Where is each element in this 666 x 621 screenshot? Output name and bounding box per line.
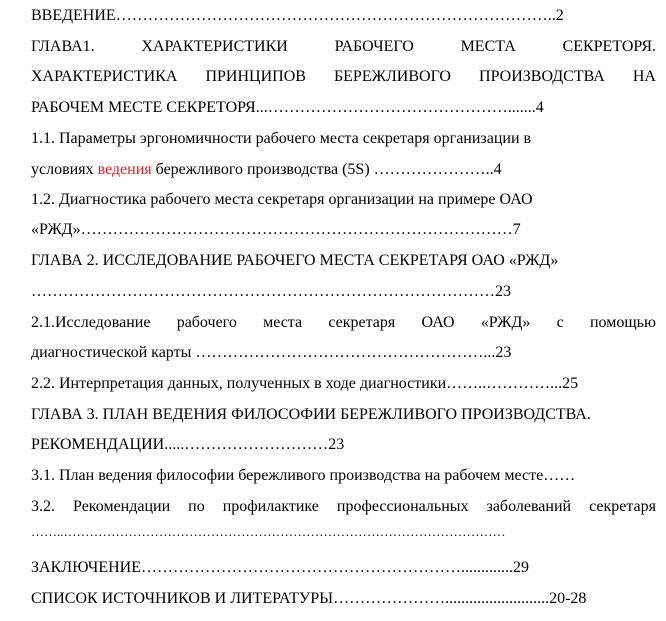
toc-sources: СПИСОК ИСТОЧНИКОВ И ЛИТЕРАТУРЫ…………………..........................20-28	[31, 590, 587, 607]
toc-chapter2-line1: ГЛАВА 2. ИССЛЕДОВАНИЕ РАБОЧЕГО МЕСТА СЕКРЕТАРЯ ОАО «РЖД»	[31, 252, 559, 269]
toc-section-1-1-line2: условиях ведения бережливого производства (5S) …………………..4	[31, 161, 502, 178]
toc-intro: ВВЕДЕНИЕ………………………………………………………………………..2	[31, 7, 564, 24]
toc-chapter1-line1: ГЛАВА1. ХАРАКТЕРИСТИКИ РАБОЧЕГО МЕСТА СЕКРЕТОРЯ.	[31, 38, 656, 55]
toc-section-2-2: 2.2. Интерпретация данных, полученных в ходе диагностики……..…………...25	[31, 375, 579, 392]
toc-conclusion: ЗАКЛЮЧЕНИЕ…………………………………………………….............29	[31, 559, 529, 576]
toc-chapter1-line2: ХАРАКТЕРИСТИКА ПРИНЦИПОВ БЕРЕЖЛИВОГО ПРОИЗВОДСТВА НА	[31, 68, 656, 85]
toc-chapter3-line1: ГЛАВА 3. ПЛАН ВЕДЕНИЯ ФИЛОСОФИИ БЕРЕЖЛИВОГО ПРОИЗВОДСТВА.	[31, 406, 591, 423]
toc-section-3-2-line1: 3.2. Рекомендации по профилактике профессиональных заболеваний секретаря	[31, 498, 656, 515]
toc-section-1-2-line1: 1.2. Диагностика рабочего места секретаря организации на примере ОАО	[31, 191, 533, 208]
toc-chapter3-line2: РЕКОМЕНДАЦИИ.....………………………23	[31, 436, 345, 453]
toc-section-2-1-line2: диагностической карты ………………………………………………...23	[31, 344, 512, 361]
toc-section-2-1-line1: 2.1.Исследование рабочего места секретаря ОАО «РЖД» с помощью	[31, 314, 656, 331]
toc-chapter1-line3: РАБОЧЕМ МЕСТЕ СЕКРЕТОРЯ...……………………………………….......4	[31, 99, 544, 116]
toc-section-3-1: 3.1. План ведения философии бережливого производства на рабочем месте……	[31, 467, 576, 484]
toc-section-3-2-line2: ……..…………………………………………………………………………………………	[31, 524, 506, 539]
toc-section-1-2-line2: «РЖД»………………………………………………………………………7	[31, 221, 521, 238]
highlighted-word: ведения	[97, 161, 152, 178]
toc-section-1-1-line1: 1.1. Параметры эргономичности рабочего места секретаря организации в	[31, 130, 532, 147]
toc-chapter2-line2: ……………………………………………………………………………23	[31, 283, 511, 300]
